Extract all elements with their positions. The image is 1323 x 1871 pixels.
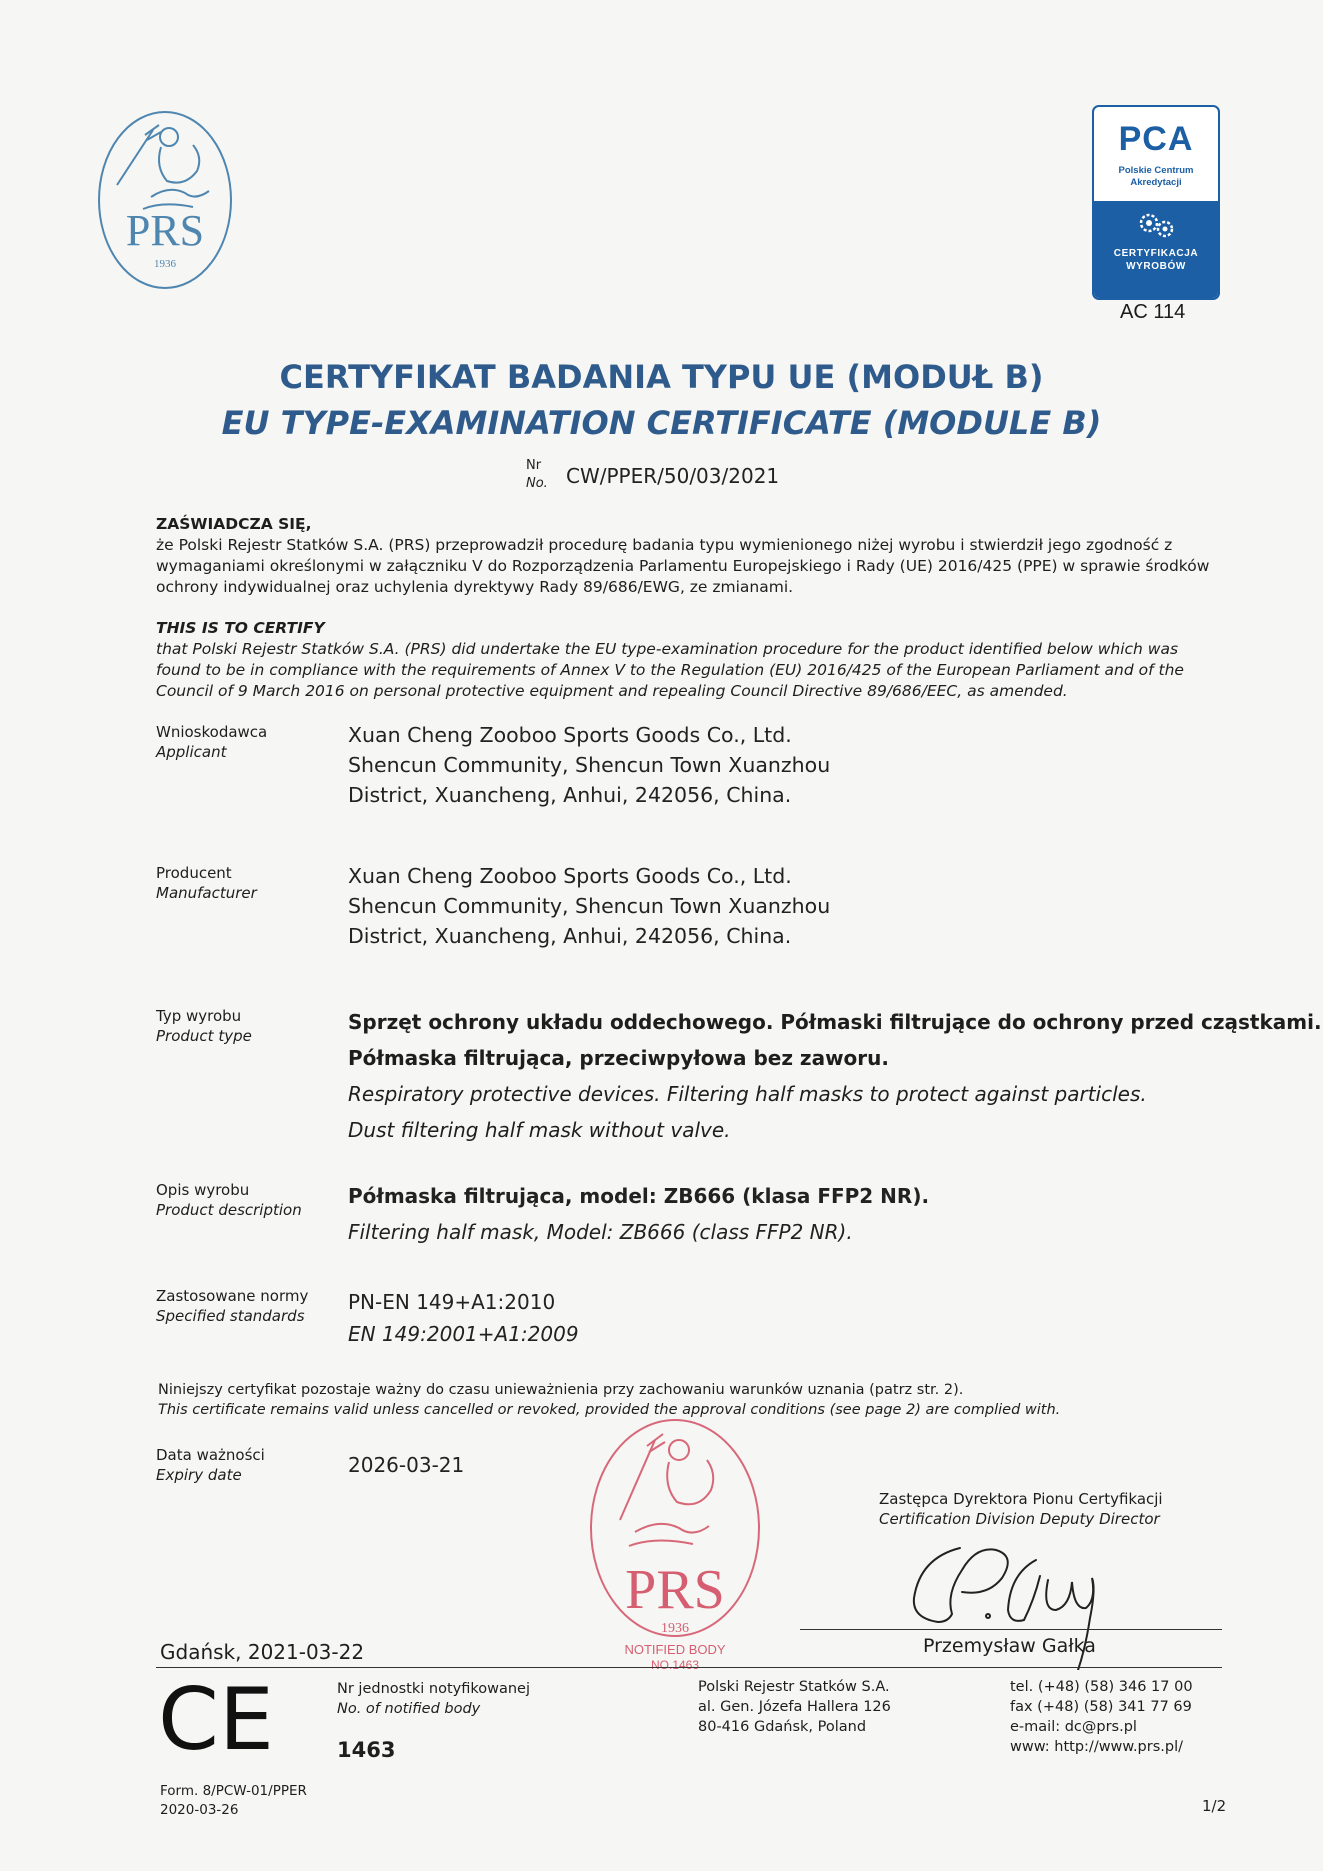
applicant-label-en: Applicant: [156, 743, 227, 761]
standard-en: EN 149:2001+A1:2009: [348, 1322, 579, 1346]
signatory-title-pl: Zastępca Dyrektora Pionu Certyfikacji: [879, 1490, 1163, 1508]
applicant-line: Xuan Cheng Zooboo Sports Goods Co., Ltd.: [348, 723, 792, 747]
pca-subtitle-1: Polskie Centrum: [1118, 165, 1194, 176]
svg-text:1936: 1936: [661, 1621, 689, 1636]
applicant-line: District, Xuancheng, Anhui, 242056, China.: [348, 783, 792, 807]
form-code: Form. 8/PCW-01/PPER: [160, 1783, 307, 1799]
pca-cert-line-2: WYROBÓW: [1126, 261, 1186, 272]
product-description-en: Filtering half mask, Model: ZB666 (class FFP2 NR).: [348, 1220, 853, 1244]
address-line: Polski Rejestr Statków S.A.: [698, 1679, 890, 1695]
number-label-pl: Nr: [526, 458, 542, 473]
number-label: [526, 457, 548, 493]
pca-accreditation-logo: [1092, 105, 1220, 300]
product-description-pl: Półmaska filtrująca, model: ZB666 (klasa FFP2 NR).: [348, 1184, 930, 1208]
notified-body-stamp: [585, 1410, 765, 1670]
footer-divider: [156, 1667, 1222, 1668]
signature-line: [800, 1629, 1222, 1630]
certify-heading-en: THIS IS TO CERTIFY: [156, 619, 325, 637]
product-description-label-en: Product description: [156, 1201, 302, 1219]
expiry-label: [156, 1445, 265, 1485]
applicant-label-pl: Wnioskodawca: [156, 723, 268, 741]
product-type-en-2: Dust filtering half mask without valve.: [348, 1118, 731, 1142]
svg-text:PRS: PRS: [125, 206, 205, 255]
svg-text:1936: 1936: [154, 258, 176, 270]
standards-label-en: Specified standards: [156, 1307, 305, 1325]
place-and-date: Gdańsk, 2021-03-22: [160, 1640, 365, 1664]
product-type-label-en: Product type: [156, 1027, 252, 1045]
applicant-label: [156, 722, 267, 762]
certificate-title-polish: CERTYFIKAT BADANIA TYPU UE (MODUŁ B): [279, 358, 1044, 396]
expiry-date: 2026-03-21: [348, 1453, 465, 1477]
certify-heading-pl: ZAŚWIADCZA SIĘ,: [156, 515, 312, 533]
expiry-label-pl: Data ważności: [156, 1446, 265, 1464]
manufacturer-line: Xuan Cheng Zooboo Sports Goods Co., Ltd.: [348, 864, 792, 888]
validity-pl: Niniejszy certyfikat pozostaje ważny do czasu unieważnienia przy zachowaniu warunków uznania (patrz str. 2).: [158, 1382, 964, 1398]
manufacturer-label: [156, 863, 257, 903]
signatory-name: Przemysław Gałka: [923, 1635, 1096, 1657]
expiry-label-en: Expiry date: [156, 1466, 242, 1484]
product-type-value: [348, 1004, 1322, 1148]
signatory-title: [879, 1489, 1163, 1529]
company-address: [698, 1677, 891, 1737]
product-type-en-1: Respiratory protective devices. Filtering half masks to protect against particles.: [348, 1082, 1147, 1106]
company-contact: [1010, 1677, 1193, 1757]
form-date: 2020-03-26: [160, 1802, 239, 1818]
notified-body-number: 1463: [337, 1738, 396, 1762]
certify-text-en: that Polski Rejestr Statków S.A. (PRS) did undertake the EU type-examination procedure for the product identified below which was found to be in compliance with the requirements of Annex V to the Regulation (EU) 2016/425 of the European Parliament and of the Council of 9 March 2016 on personal protective equipment and repealing Council Directive 89/686/EEC, as amended.: [156, 640, 1184, 700]
notified-body-label-en: No. of notified body: [337, 1701, 481, 1717]
pca-title: PCA: [1118, 120, 1194, 158]
product-type-pl-2: Półmaska filtrująca, przeciwpyłowa bez zaworu.: [348, 1046, 889, 1070]
page-number: 1/2: [1202, 1797, 1227, 1815]
certify-polish: [156, 514, 1216, 598]
manufacturer-line: District, Xuancheng, Anhui, 242056, China.: [348, 924, 792, 948]
notified-body-label: [337, 1679, 530, 1719]
product-description-label-pl: Opis wyrobu: [156, 1181, 250, 1199]
manufacturer-line: Shencun Community, Shencun Town Xuanzhou: [348, 894, 831, 918]
svg-text:CE: CE: [158, 1677, 274, 1757]
contact-fax: fax (+48) (58) 341 77 69: [1010, 1699, 1192, 1715]
contact-email: e-mail: dc@prs.pl: [1010, 1719, 1137, 1735]
standards-label: [156, 1286, 308, 1326]
applicant-value: [348, 720, 830, 810]
accreditation-code: AC 114: [1120, 301, 1186, 323]
pca-cert-line-1: CERTYFIKACJA: [1113, 248, 1199, 259]
address-line: 80-416 Gdańsk, Poland: [698, 1719, 867, 1735]
applicant-line: Shencun Community, Shencun Town Xuanzhou: [348, 753, 831, 777]
form-reference: [160, 1782, 307, 1820]
number-label-en: No.: [526, 476, 548, 491]
validity-en: This certificate remains valid unless cancelled or revoked, provided the approval conditions (see page 2) are complied with.: [158, 1402, 1061, 1418]
manufacturer-value: [348, 861, 830, 951]
product-type-pl-1: Sprzęt ochrony układu oddechowego. Półmaski filtrujące do ochrony przed cząstkami.: [348, 1010, 1322, 1034]
notified-body-label-pl: Nr jednostki notyfikowanej: [337, 1681, 531, 1697]
product-description-value: [348, 1178, 929, 1250]
product-type-label: [156, 1006, 252, 1046]
signatory-title-en: Certification Division Deputy Director: [879, 1510, 1160, 1528]
manufacturer-label-en: Manufacturer: [156, 884, 257, 902]
manufacturer-label-pl: Producent: [156, 864, 232, 882]
standards-value: [348, 1286, 579, 1350]
svg-text:NOTIFIED BODY: NOTIFIED BODY: [624, 1642, 726, 1657]
standard-pl: PN-EN 149+A1:2010: [348, 1290, 556, 1314]
address-line: al. Gen. Józefa Hallera 126: [698, 1699, 891, 1715]
ce-mark-icon: [158, 1677, 276, 1757]
svg-text:PRS: PRS: [625, 1559, 725, 1621]
certify-text-pl: że Polski Rejestr Statków S.A. (PRS) przeprowadził procedurę badania typu wymienionego niżej wyrobu i stwierdził jego zgodność z wymaganiami określonymi w załączniku V do Rozporządzenia Parlamentu Europejskiego i Rady (UE) 2016/425 (PPE) w sprawie środków ochrony indywidualnej oraz uchylenia dyrektywy Rady 89/686/EWG, ze zmianami.: [156, 536, 1210, 596]
prs-logo: [95, 105, 235, 295]
contact-tel: tel. (+48) (58) 346 17 00: [1010, 1679, 1193, 1695]
certificate-number: CW/PPER/50/03/2021: [566, 464, 780, 488]
gears-icon: [1134, 209, 1178, 241]
contact-website: www: http://www.prs.pl/: [1010, 1739, 1184, 1755]
standards-label-pl: Zastosowane normy: [156, 1287, 309, 1305]
product-description-label: [156, 1180, 302, 1220]
pca-subtitle-2: Akredytacji: [1130, 177, 1182, 188]
certify-english: [156, 618, 1216, 702]
certificate-title-english: EU TYPE-EXAMINATION CERTIFICATE (MODULE B): [221, 404, 1102, 442]
svg-text:NO.1463: NO.1463: [650, 1658, 700, 1670]
product-type-label-pl: Typ wyrobu: [156, 1007, 242, 1025]
